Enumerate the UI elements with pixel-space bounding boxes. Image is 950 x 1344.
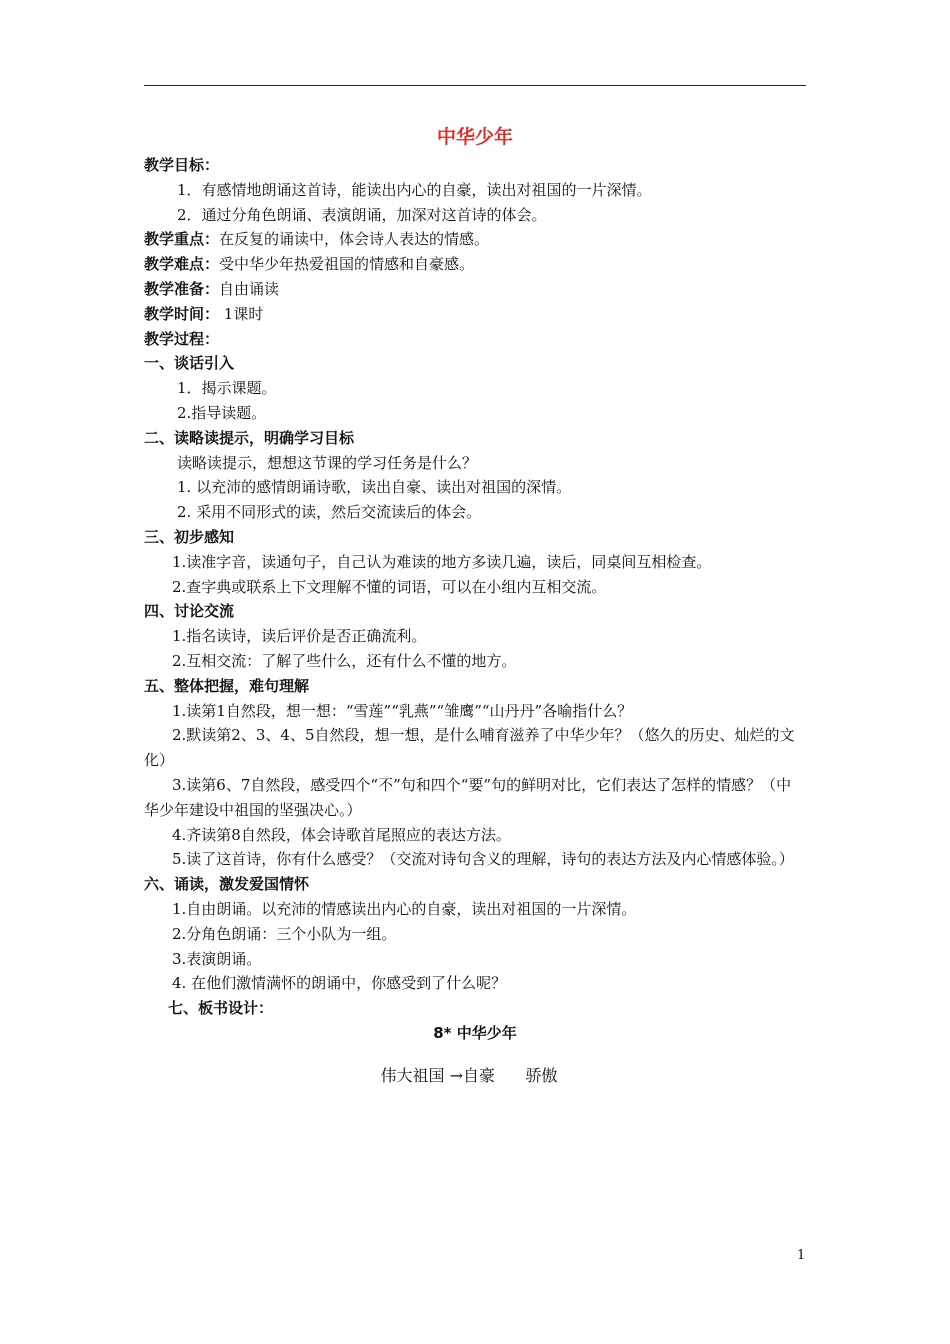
prep-text: 自由诵读 bbox=[219, 279, 280, 298]
page-number: 1 bbox=[797, 1248, 806, 1263]
document-title: 中华少年 bbox=[436, 126, 513, 148]
section-heading: 六、诵读，激发爱国情怀 bbox=[144, 875, 310, 894]
section-heading: 三、初步感知 bbox=[144, 527, 235, 546]
board-title: 8* 中华少年 bbox=[433, 1023, 517, 1042]
key-point bbox=[144, 227, 806, 252]
list-item: 2.默读第2、3、4、5自然段，想一想，是什么哺育滋养了中华少年？（悠久的历史、灿烂的文化） bbox=[144, 726, 795, 770]
goal-item: 2．通过分角色朗诵、表演朗诵，加深对这首诗的体会。 bbox=[177, 205, 547, 224]
list-item: 1. 以充沛的感情朗诵诗歌，读出自豪、读出对祖国的深情。 bbox=[177, 478, 572, 497]
preparation bbox=[144, 277, 806, 302]
list-item: 1．揭示课题。 bbox=[177, 379, 277, 398]
difficulty-text: 受中华少年热爱祖国的情感和自豪感。 bbox=[219, 255, 475, 274]
goals-label: 教学目标： bbox=[144, 156, 220, 174]
list-item: 2.指导读题。 bbox=[177, 403, 267, 422]
key-label: 教学重点： bbox=[144, 230, 220, 249]
prep-label: 教学准备： bbox=[144, 279, 220, 298]
list-item: 1.读第1自然段，想一想：“雪莲”“乳燕”“雏鹰”“山丹丹”各喻指什么？ bbox=[172, 701, 633, 720]
list-item: 1.自由朗诵。以充沛的情感读出内心的自豪，读出对祖国的一片深情。 bbox=[172, 899, 637, 918]
list-item: 1.指名读诗，读后评价是否正确流利。 bbox=[172, 627, 427, 646]
list-item: 4.齐读第8自然段，体会诗歌首尾照应的表达方法。 bbox=[172, 825, 511, 844]
list-item: 2.查字典或联系上下文理解不懂的词语，可以在小组内互相交流。 bbox=[172, 577, 607, 596]
lesson-time bbox=[144, 302, 806, 327]
list-item: 2. 采用不同形式的读，然后交流读后的体会。 bbox=[177, 503, 482, 522]
list-item: 4. 在他们激情满怀的朗诵中，你感受到了什么呢？ bbox=[172, 974, 507, 993]
list-item: 5.读了这首诗，你有什么感受？（交流对诗句含义的理解，诗句的表达方法及内心情感体验。） bbox=[172, 850, 794, 869]
section-heading: 五、整体把握，难句理解 bbox=[144, 676, 310, 695]
process-label: 教学过程： bbox=[144, 329, 220, 348]
list-item: 2.互相交流：了解了些什么，还有什么不懂的地方。 bbox=[172, 651, 517, 670]
document-body bbox=[144, 122, 806, 1088]
time-text: 1课时 bbox=[219, 304, 264, 323]
goal-item: 1．有感情地朗诵这首诗，能读出内心的自豪，读出对祖国的一片深情。 bbox=[177, 180, 652, 199]
section-heading: 二、读略读提示，明确学习目标 bbox=[144, 428, 355, 447]
list-item: 2.分角色朗诵：三个小队为一组。 bbox=[172, 924, 397, 943]
difficulty-label: 教学难点： bbox=[144, 255, 220, 274]
list-item: 3.读第6、7自然段，感受四个“不”句和四个“要”句的鲜明对比，它们表达了怎样的情感？（中华少年建设中祖国的坚强决心。） bbox=[144, 775, 792, 819]
list-item: 3.表演朗诵。 bbox=[172, 949, 262, 968]
section-heading: 七、板书设计： bbox=[168, 999, 274, 1018]
list-item: 1.读准字音，读通句子，自己认为难读的地方多读几遍，读后，同桌间互相检查。 bbox=[172, 552, 712, 571]
section-heading: 四、讨论交流 bbox=[144, 602, 235, 621]
section-intro: 读略读提示，想想这节课的学习任务是什么？ bbox=[177, 453, 478, 472]
section-heading: 一、谈话引入 bbox=[144, 354, 235, 373]
key-text: 在反复的诵读中，体会诗人表达的情感。 bbox=[219, 230, 490, 249]
time-label: 教学时间： bbox=[144, 304, 220, 323]
board-row: 伟大祖国 →自豪 骄傲 bbox=[380, 1065, 558, 1085]
header-rule bbox=[144, 85, 806, 86]
difficulty-point bbox=[144, 252, 806, 277]
